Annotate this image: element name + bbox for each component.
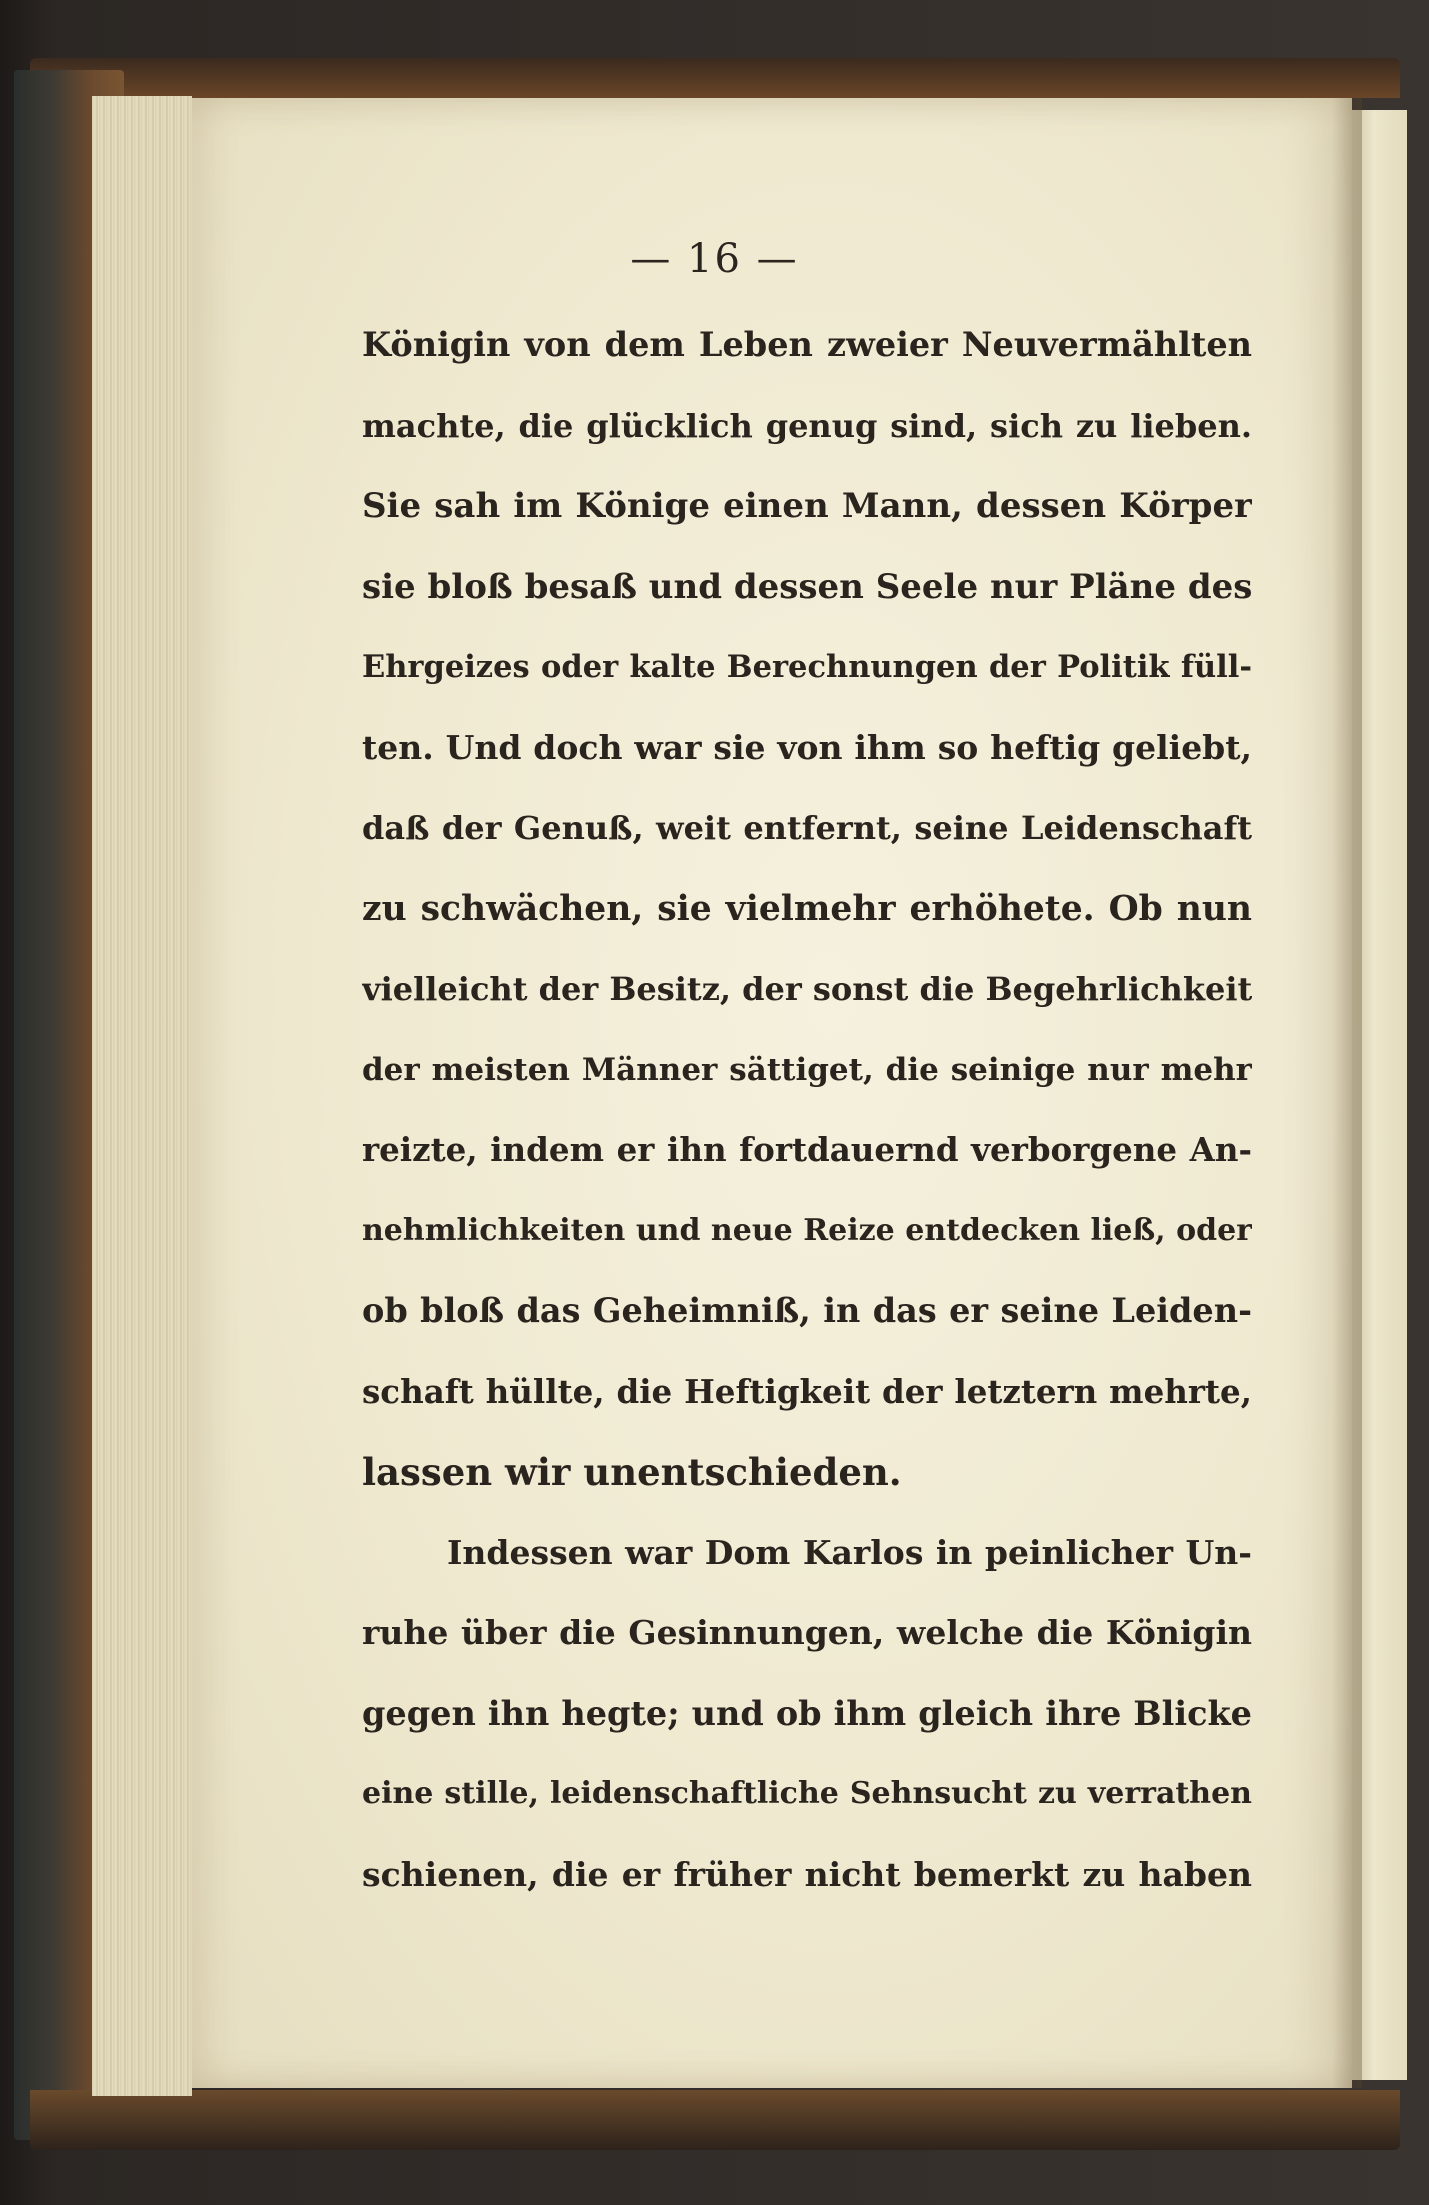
text-line: sie bloß besaß und dessen Seele nur Pläne des [362,566,1252,607]
book-cover-top [30,58,1400,98]
text-line: Sie sah im Könige einen Mann, dessen Körper [362,486,1252,526]
text-line: ten. Und doch war sie von ihm so heftig geliebt, [362,727,1252,767]
text-line: machte, die glücklich genug sind, sich zu lieben. [362,406,1252,445]
text-line: nehmlichkeiten und neue Reize entdecken ließ, oder [362,1212,1252,1248]
paragraph-2 [362,1513,1252,1916]
text-line: schienen, die er früher nicht bemerkt zu haben [362,1854,1252,1894]
text-line: Indessen war Dom Karlos in peinlicher Un- [447,1532,1252,1572]
text-line: ob bloß das Geheimniß, in das er seine Leiden- [362,1291,1252,1330]
text-line: gegen ihn hegte; und ob ihm gleich ihre Blicke [362,1693,1252,1733]
text-line: vielleicht der Besitz, der sonst die Begehrlichkeit [362,970,1252,1008]
text-line: zu schwächen, sie vielmehr erhöhete. Ob nun [362,888,1252,929]
text-line: Ehrgeizes oder kalte Berechnungen der Politik füll- [362,649,1252,685]
page-edges [92,96,192,2096]
text-line: Königin von dem Leben zweier Neuvermählten [362,325,1252,364]
text-line: lassen wir unentschieden. [362,1450,902,1494]
paragraph-1 [362,305,1252,1513]
gutter-shadow [1332,98,1362,2088]
text-line: reizte, indem er ihn fortdauernd verborgene An- [362,1130,1252,1169]
text-line: ruhe über die Gesinnungen, welche die Königin [362,1613,1252,1652]
text-line: eine stille, leidenschaftliche Sehnsucht zu verrathen [362,1776,1252,1811]
body-text [362,305,1252,1915]
page-number: — 16 — [630,236,799,282]
text-line: daß der Genuß, weit entfernt, seine Leidenschaft [362,809,1252,847]
text-line: der meisten Männer sättiget, die seinige nur mehr [362,1051,1252,1088]
book-cover-bottom [30,2090,1400,2150]
text-line: schaft hüllte, die Heftigkeit der letztern mehrte, [362,1371,1252,1411]
